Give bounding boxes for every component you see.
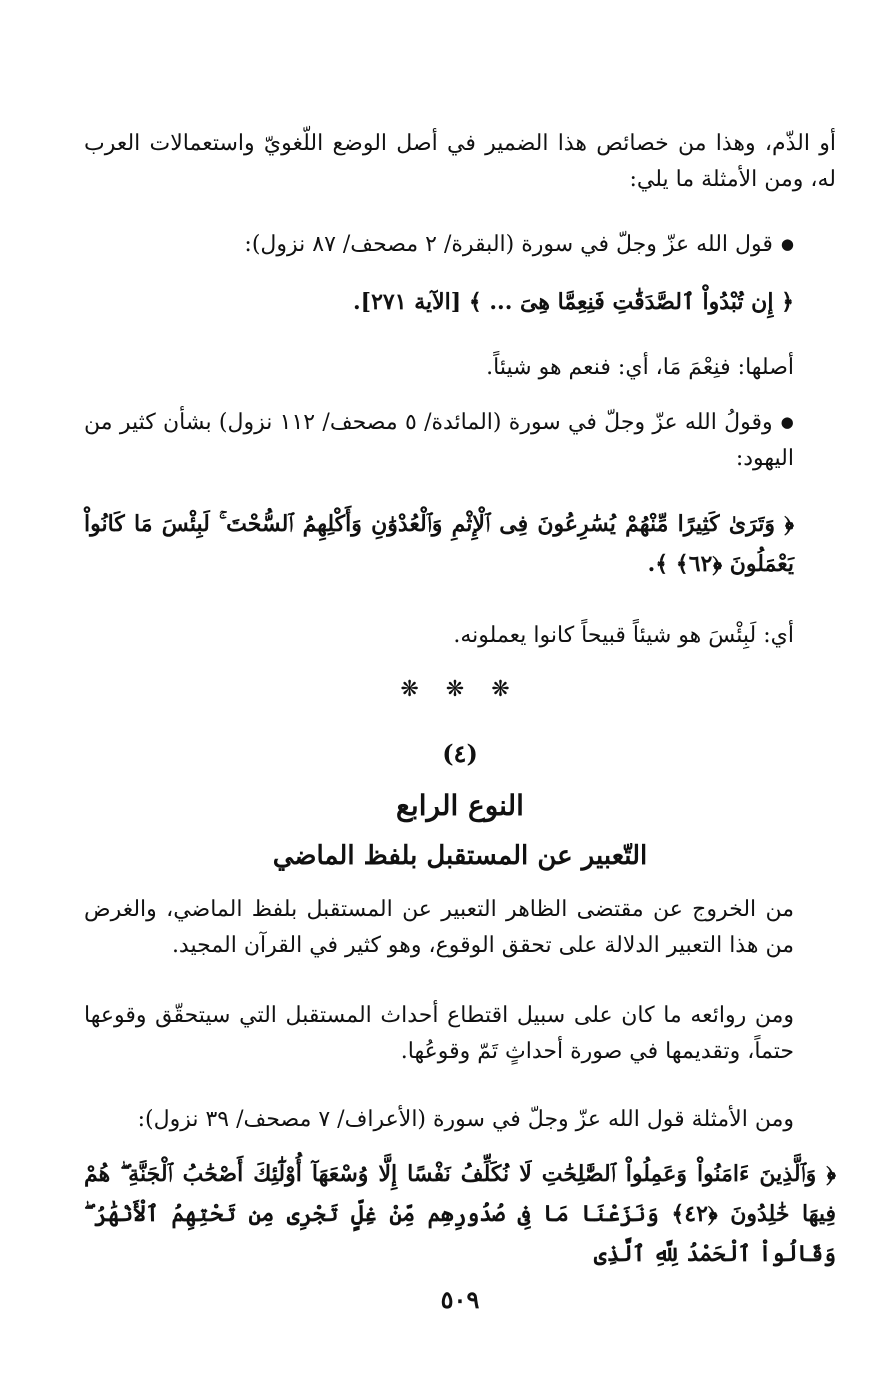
- bullet-maida: ● وقولُ الله عزّ وجلّ في سورة (المائدة/ ٥ مصحف/ ١١٢ نزول) بشأن كثير من اليهود:: [84, 404, 836, 477]
- section-type-heading: النوع الرابع: [396, 789, 524, 822]
- section-title: التّعبير عن المستقبل بلفظ الماضي: [272, 841, 648, 871]
- verse-maida: ﴿ وَتَرَىٰ كَثِيرًا مِّنْهُمْ يُسَٰرِعُونَ فِى ٱلْإِثْمِ وَٱلْعُدْوَٰنِ وَأَكْلِهِمُ ٱلسُّحْتَ ۚ لَبِئْسَ مَا كَانُواْ يَعْمَلُونَ ﴿٦٢﴾ ﴾.: [84, 511, 794, 577]
- paragraph-examples-intro: ومن روائعه ما كان على سبيل اقتطاع أحداث المستقبل التي سيتحقّق وقوعها حتماً، وتقديمها في صورة أحداثٍ تَمّ وقوعُها.: [84, 1003, 794, 1064]
- verse-baqara: ﴿ إِن تُبْدُواْ ٱلصَّدَقَٰتِ فَنِعِمَّا هِىَ ... ﴾ [الآية ٢٧١].: [353, 289, 794, 315]
- explanation-nima: أصلها: فنِعْمَ مَا، أي: فنعم هو شيئاً.: [486, 355, 794, 380]
- explanation-labisa: أي: لَبِئْسَ هو شيئاً قبيحاً كانوا يعملونه.: [453, 623, 794, 648]
- page-number: ٥٠٩: [440, 1285, 480, 1314]
- section-separator-stars: ❋ ❋ ❋: [400, 677, 520, 702]
- bullet-baqara: ● قول الله عزّ وجلّ في سورة (البقرة/ ٢ مصحف/ ٨٧ نزول):: [84, 226, 836, 263]
- paragraph-definition: من الخروج عن مقتضى الظاهر التعبير عن المستقبل بلفظ الماضي، والغرض من هذا التعبير الدلالة على تحقق الوقوع، وهو كثير في القرآن المجيد.: [84, 897, 794, 958]
- section-number: (٤): [442, 739, 478, 768]
- verse-araf: ﴿ وَٱلَّذِينَ ءَامَنُواْ وَعَمِلُواْ ٱلصَّٰلِحَٰتِ لَا نُكَلِّفُ نَفْسًا إِلَّا وُسْعَهَآ أُوْلَٰٓئِكَ أَصْحَٰبُ ٱلْجَنَّةِ ۖ هُمْ فِيهَا خَٰلِدُونَ ﴿٤٢﴾ وَنَزَعْنَا مَا فِى صُدُورِهِم مِّنْ غِلٍّ تَجْرِى مِن تَحْتِهِمُ ٱلْأَنْهَٰرُ ۖ وَقَالُواْ ٱلْحَمْدُ لِلَّهِ ٱلَّذِى: [84, 1161, 836, 1267]
- paragraph-araf-intro: ومن الأمثلة قول الله عزّ وجلّ في سورة (الأعراف/ ٧ مصحف/ ٣٩ نزول):: [137, 1107, 794, 1132]
- intro-paragraph: أو الذّم، وهذا من خصائص هذا الضمير في أصل الوضع اللّغويّ واستعمالات العرب له، ومن الأمثلة ما يلي:: [84, 131, 836, 192]
